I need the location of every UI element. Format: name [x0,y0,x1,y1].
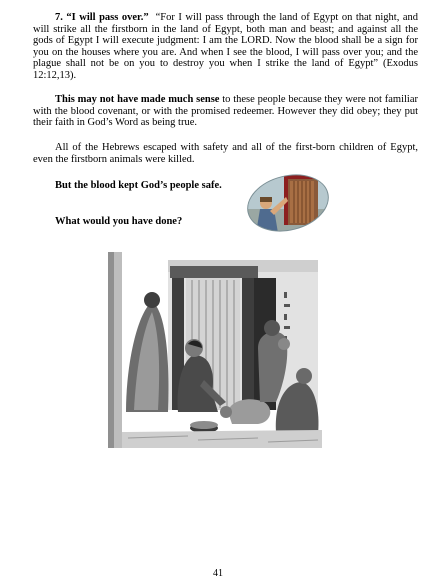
verse-text: “For I will pass through the land of Egypt on that night, and will strike all the firstborn in the land of Egypt, both man and beast; and against all the gods of Egypt I will execute judgment: I am the LORD. Now the blood shall be a sign for you on the houses where you are. And when I see the blood, I will pass over you; and the plague shall not be on you to destroy you when I strike the land of Egypt” (Exodus 12:12,13). [33,12,418,81]
paragraph-escape: All of the Hebrews escaped with safety and all of the first-born children of Egypt, even the firstborn animals were killed. [33,142,418,165]
passover-door-clipart [246,173,330,233]
paragraph-blood-kept-safe [33,180,418,192]
paragraph-text: to these people because they were not familiar with the blood covenant, or with the promised redeemer. However they did obey; they put their faith in God’s Word as being true. [33,94,418,129]
passover-doorway-illustration [108,252,328,452]
paragraph-passover-verse [33,12,418,82]
bold-lead-in: This may not have made much sense [55,94,220,105]
paragraph-obedience [33,94,418,129]
page-number: 41 [213,568,223,579]
section-heading: 7. “I will pass over.” [55,12,149,23]
bold-question: What would you have done? [55,216,183,227]
bold-statement: But the blood kept God’s people safe. [55,180,222,191]
paragraph-question [33,216,418,228]
